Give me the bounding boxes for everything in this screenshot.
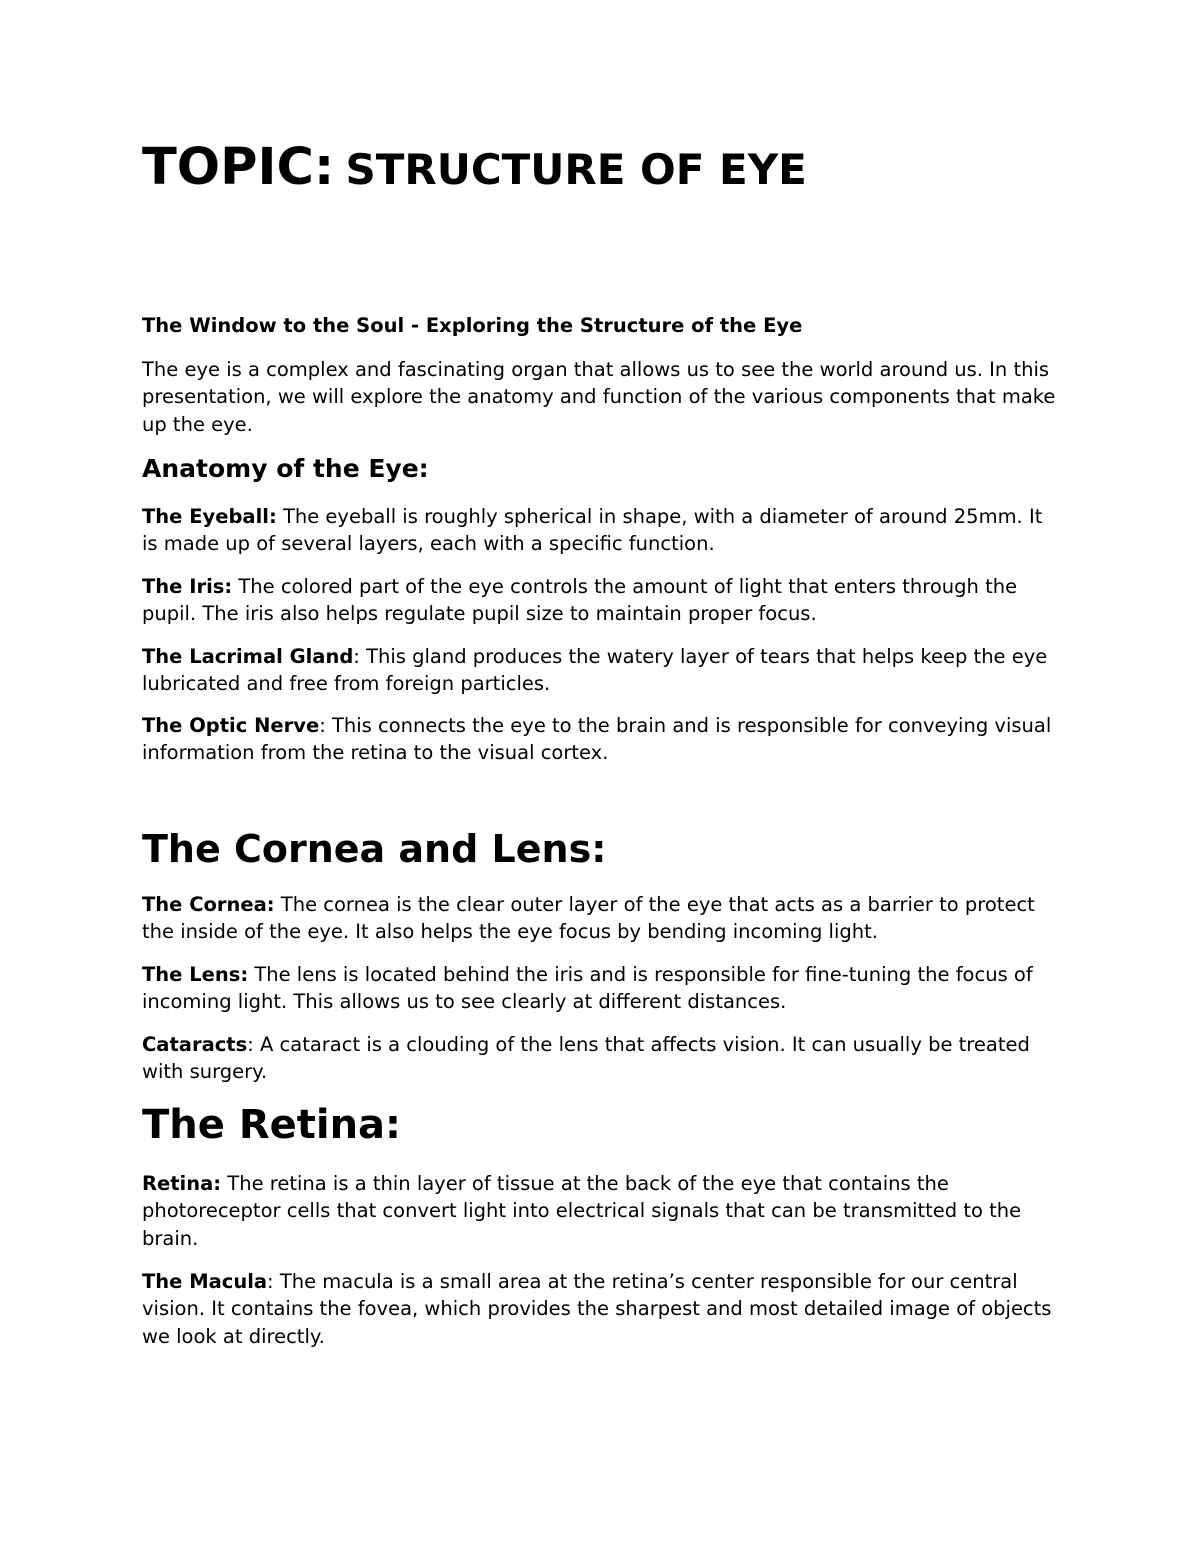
definition-retina: The retina is a thin layer of tissue at the back of the eye that contains the photoreceptor cells that convert light into electrical signals that can be transmitted to the brain. — [142, 1172, 1022, 1250]
term-optic-nerve: The Optic Nerve — [142, 714, 320, 737]
paragraph-optic-nerve — [142, 712, 1062, 767]
term-iris: The Iris: — [142, 575, 233, 598]
paragraph-cataracts — [142, 1031, 1062, 1086]
paragraph-cornea — [142, 891, 1062, 946]
page-title-prefix: TOPIC: — [142, 138, 335, 197]
term-cornea: The Cornea: — [142, 893, 275, 916]
paragraph-macula — [142, 1268, 1062, 1350]
definition-iris: The colored part of the eye controls the amount of light that enters through the pupil. The iris also helps regulate pupil size to maintain proper focus. — [142, 575, 1018, 626]
term-lacrimal-gland: The Lacrimal Gland — [142, 645, 354, 668]
term-eyeball: The Eyeball: — [142, 505, 277, 528]
term-macula: The Macula — [142, 1270, 268, 1293]
intro-paragraph: The eye is a complex and fascinating organ that allows us to see the world around us. In this presentation, we will explore the anatomy and function of the various components that make up the eye. — [142, 358, 1056, 436]
definition-optic-nerve: : This connects the eye to the brain and is responsible for conveying visual information from the retina to the visual cortex. — [142, 714, 1052, 765]
definition-macula: : The macula is a small area at the retina’s center responsible for our central vision. It contains the fovea, which provides the sharpest and most detailed image of objects we look at directly. — [142, 1270, 1052, 1348]
definition-eyeball: The eyeball is roughly spherical in shape, with a diameter of around 25mm. It is made up of several layers, each with a specific function. — [142, 505, 1043, 556]
anatomy-heading: Anatomy of the Eye: — [142, 454, 429, 483]
definition-cataracts: : A cataract is a clouding of the lens that affects vision. It can usually be treated with surgery. — [142, 1033, 1030, 1084]
page-title — [142, 138, 807, 197]
paragraph-iris — [142, 573, 1062, 628]
paragraph-lens — [142, 961, 1062, 1016]
page-title-topic: STRUCTURE OF EYE — [345, 145, 807, 194]
term-lens: The Lens: — [142, 963, 249, 986]
term-cataracts: Cataracts — [142, 1033, 248, 1056]
definition-lens: The lens is located behind the iris and is responsible for fine-tuning the focus of incoming light. This allows us to see clearly at different distances. — [142, 963, 1033, 1014]
definition-cornea: The cornea is the clear outer layer of the eye that acts as a barrier to protect the inside of the eye. It also helps the eye focus by bending incoming light. — [142, 893, 1035, 944]
intro-heading: The Window to the Soul - Exploring the Structure of the Eye — [142, 314, 803, 337]
definition-lacrimal-gland: : This gland produces the watery layer of tears that helps keep the eye lubricated and free from foreign particles. — [142, 645, 1048, 696]
cornea-lens-heading: The Cornea and Lens: — [142, 827, 607, 871]
term-retina: Retina: — [142, 1172, 222, 1195]
paragraph-retina — [142, 1170, 1062, 1252]
paragraph-lacrimal-gland — [142, 643, 1062, 698]
retina-heading: The Retina: — [142, 1102, 402, 1148]
paragraph-eyeball — [142, 503, 1062, 558]
